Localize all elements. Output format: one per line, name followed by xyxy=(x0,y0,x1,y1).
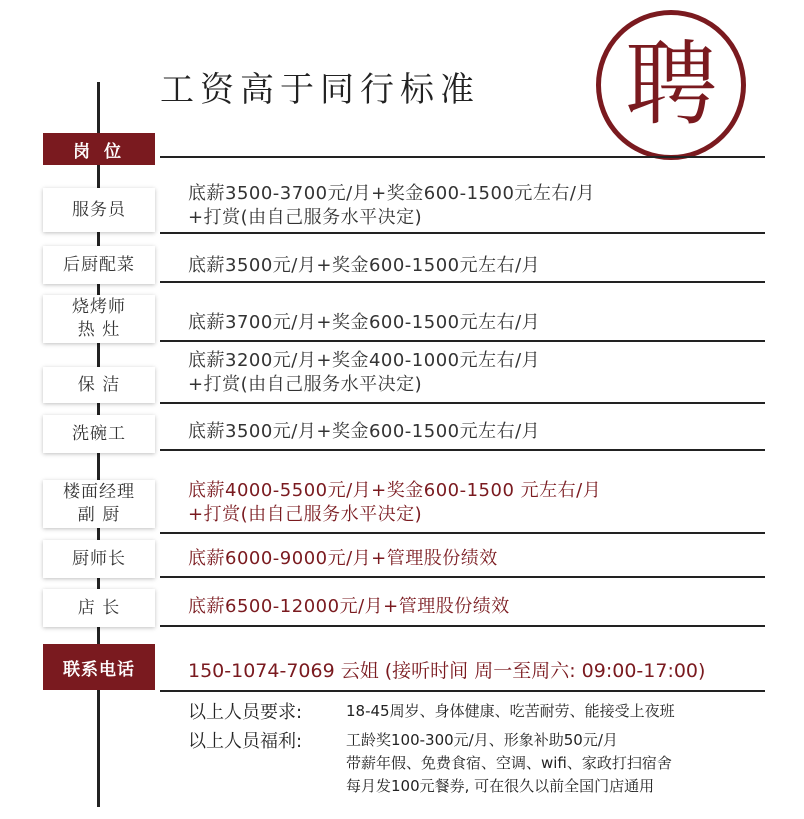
position-floor-manager-line2: 副 厨 xyxy=(77,505,121,525)
row-rule xyxy=(160,532,765,534)
salary-dishwasher: 底薪3500元/月+奖金600-1500元左右/月 xyxy=(188,421,541,442)
row-rule xyxy=(160,281,765,283)
salary-floor-manager-line2: +打赏(由自己服务水平决定) xyxy=(188,504,423,525)
row-rule xyxy=(160,576,765,578)
position-store-manager: 店 长 xyxy=(43,589,155,627)
salary-kitchen-prep: 底薪3500元/月+奖金600-1500元左右/月 xyxy=(188,255,541,276)
salary-floor-manager-line1: 底薪4000-5500元/月+奖金600-1500 元左右/月 xyxy=(188,480,602,501)
salary-waiter-line2: +打赏(由自己服务水平决定) xyxy=(188,207,423,228)
position-grill-chef xyxy=(43,295,155,343)
benefits-line1: 工龄奖100-300元/月、形象补助50元/月 xyxy=(346,731,618,749)
contact-label: 联系电话 xyxy=(43,644,155,690)
requirements-text: 18-45周岁、身体健康、吃苦耐劳、能接受上夜班 xyxy=(346,702,675,720)
row-rule xyxy=(160,625,765,627)
salary-store-manager: 底薪6500-12000元/月+管理股份绩效 xyxy=(188,596,510,617)
benefits-line2: 带薪年假、免费食宿、空调、wifi、家政打扫宿舍 xyxy=(346,754,672,772)
position-dishwasher: 洗碗工 xyxy=(43,415,155,453)
page-title: 工资高于同行标准 xyxy=(160,70,480,110)
benefits-label: 以上人员福利: xyxy=(188,731,303,752)
row-rule xyxy=(160,402,765,404)
position-head-chef: 厨师长 xyxy=(43,540,155,578)
salary-cleaner-line1: 底薪3200元/月+奖金400-1000元左右/月 xyxy=(188,350,541,371)
salary-head-chef: 底薪6000-9000元/月+管理股份绩效 xyxy=(188,548,498,569)
row-rule xyxy=(160,340,765,342)
seal-character: 聘 xyxy=(624,31,717,138)
position-waiter: 服务员 xyxy=(43,188,155,232)
header-rule xyxy=(160,156,765,158)
contact-phone[interactable]: 150-1074-7069 云姐 (接听时间 周一至周六: 09:00-17:00) xyxy=(188,660,706,682)
row-rule xyxy=(160,232,765,234)
row-rule xyxy=(160,449,765,451)
salary-waiter-line1: 底薪3500-3700元/月+奖金600-1500元左右/月 xyxy=(188,183,595,204)
position-grill-chef-line1: 烧烤师 xyxy=(72,297,126,318)
salary-grill-chef: 底薪3700元/月+奖金600-1500元左右/月 xyxy=(188,312,541,333)
salary-cleaner-line2: +打赏(由自己服务水平决定) xyxy=(188,374,423,395)
contact-rule xyxy=(160,690,765,692)
recruit-seal xyxy=(596,10,746,160)
position-cleaner: 保 洁 xyxy=(43,367,155,403)
position-kitchen-prep: 后厨配菜 xyxy=(43,246,155,284)
benefits-line3: 每月发100元餐券, 可在很久以前全国门店通用 xyxy=(346,777,655,795)
position-grill-chef-line2: 热 灶 xyxy=(77,320,121,340)
position-floor-manager xyxy=(43,480,155,528)
requirements-label: 以上人员要求: xyxy=(188,702,303,723)
position-header: 岗 位 xyxy=(43,133,155,165)
position-floor-manager-line1: 楼面经理 xyxy=(63,482,135,503)
